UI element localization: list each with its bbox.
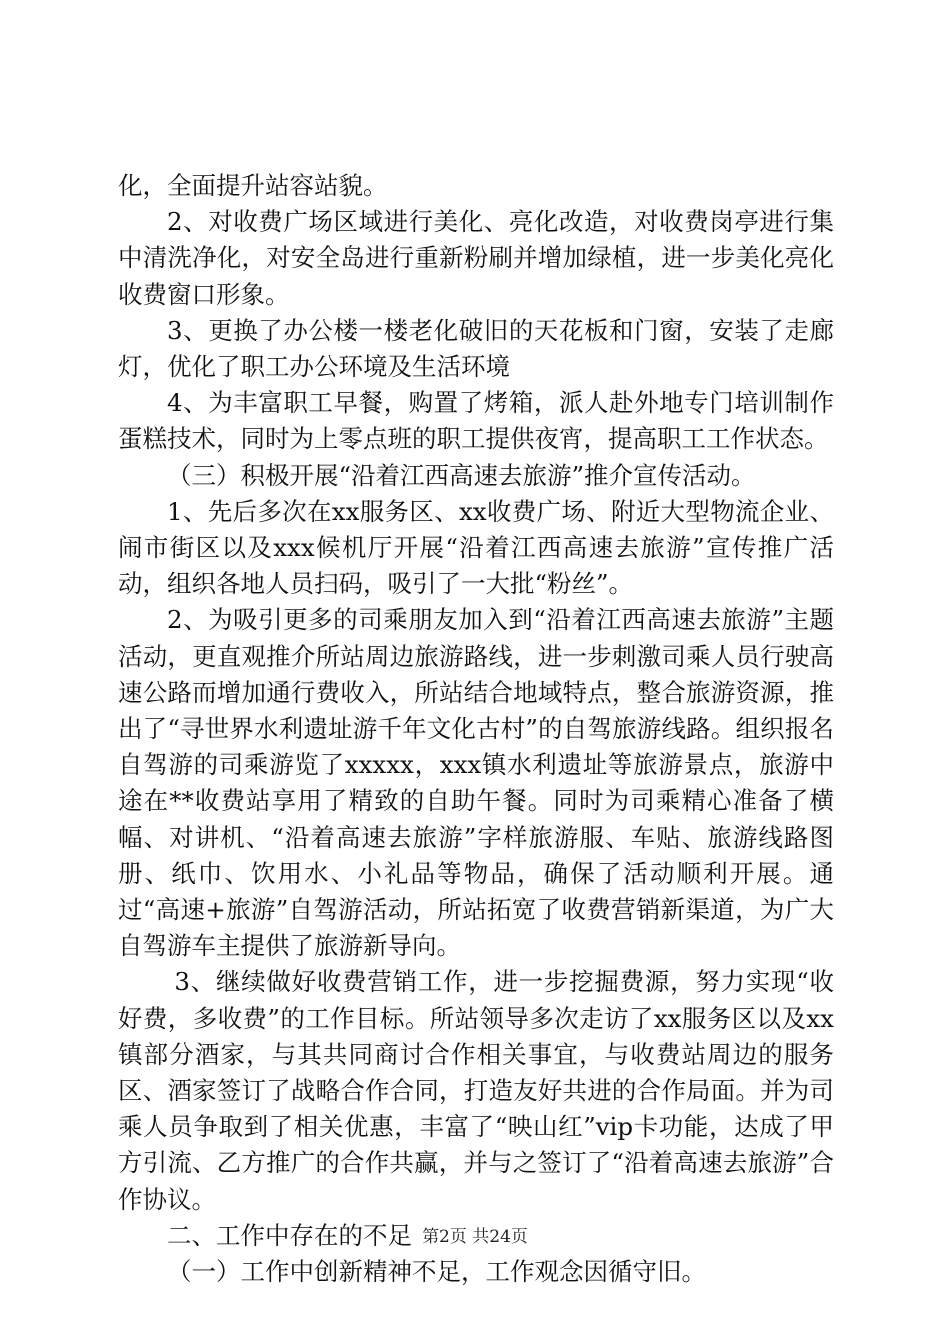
paragraph-item-4: 4、为丰富职工早餐，购置了烤箱，派人赴外地专门培训制作蛋糕技术，同时为上零点班的职工提供夜宵，提高职工工作状态。 bbox=[118, 388, 834, 454]
paragraph-tourism-1: 1、先后多次在xx服务区、xx收费广场、附近大型物流企业、闹市街区以及xxx候机厅开展“沿着江西高速去旅游”宣传推广活动，组织各地人员扫码，吸引了一大批“粉丝”。 bbox=[118, 496, 834, 599]
paragraph-item-2: 2、对收费广场区域进行美化、亮化改造，对收费岗亭进行集中清洗净化，对安全岛进行重新粉刷并增加绿植，进一步美化亮化收费窗口形象。 bbox=[118, 207, 834, 309]
subsection-heading-1: （一）工作中创新精神不足，工作观念因循守旧。 bbox=[167, 1257, 706, 1287]
page-footer bbox=[0, 1222, 950, 1247]
paragraph-continuation: 化，全面提升站容站貌。 bbox=[118, 171, 388, 200]
paragraph-tourism-2: 2、为吸引更多的司乘朋友加入到“沿着江西高速去旅游”主题活动，更直观推介所站周边旅游路线，进一步刺激司乘人员行驶高速公路而增加通行费收入，所站结合地域特点，整合旅游资源，推出了“寻世界水利遗址游千年文化古村”的自驾旅游线路。组织报名自驾游的司乘游览了xxxxx，xxx镇水利遗址等旅游景点，旅游中途在**收费站享用了精致的自助午餐。同时为司乘精心准备了横幅、对讲机、“沿着高速去旅游”字样旅游服、车贴、旅游线路图册、纸巾、饮用水、小礼品等物品，确保了活动顺利开展。通过“高速+旅游”自驾游活动，所站拓宽了收费营销新渠道，为广大自驾游车主提供了旅游新导向。 bbox=[118, 605, 834, 961]
document-body bbox=[118, 168, 834, 1290]
page-number: 第2页 共24页 bbox=[422, 1227, 528, 1247]
paragraph-item-3: 3、更换了办公楼一楼老化破旧的天花板和门窗，安装了走廊灯，优化了职工办公环境及生活环境 bbox=[118, 315, 834, 382]
section-heading-shortcomings: 二、工作中存在的不足 bbox=[167, 1220, 412, 1250]
paragraph-tourism-3: 3、继续做好收费营销工作，进一步挖掘费源，努力实现“收好费，多收费”的工作目标。所站领导多次走访了xx服务区以及xx镇部分酒家，与其共同商讨合作相关事宜，与收费站周边的服务区、酒家签订了战略合作合同，打造友好共进的合作局面。并为司乘人员争取到了相关优惠，丰富了“映山红”vip卡功能，达成了甲方引流、乙方推广的合作共赢，并与之签订了“沿着高速去旅游”合作协议。 bbox=[118, 967, 834, 1214]
section-heading-3: （三）积极开展“沿着江西高速去旅游”推介宣传活动。 bbox=[167, 460, 756, 490]
